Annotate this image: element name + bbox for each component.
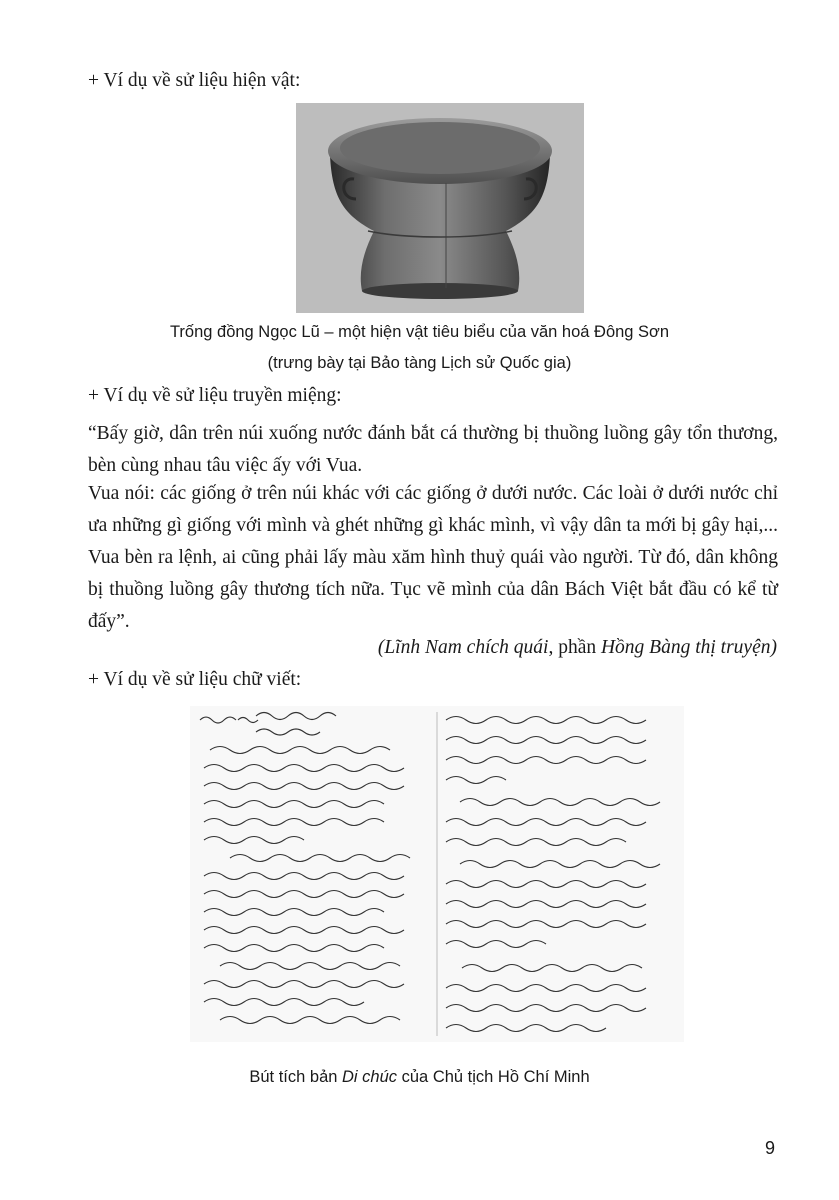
oral-example-heading: + Ví dụ về sử liệu truyền miệng: xyxy=(88,385,342,406)
manuscript-caption-italic: Di chúc xyxy=(342,1068,398,1086)
drum-caption-line1: Trống đồng Ngọc Lũ – một hiện vật tiêu biểu của văn hoá Đông Sơn xyxy=(169,323,670,341)
legend-quote-paragraph2: Vua nói: các giống ở trên núi khác với các giống ở dưới nước. Các loài ở dưới nước chỉ ưa những gì giống với mình và ghét những gì khác mình, vì vậy dân ta mới bị gây hại,... Vua bèn ra lệnh, ai cũng phải lấy màu xăm hình thuỷ quái vào người. Từ đó, dân không bị thuồng luồng gây thương tích nữa. Tục vẽ mình của dân Bách Việt bắt đầu có kể từ đấy”. xyxy=(88,483,778,632)
drum-caption-line2: (trưng bày tại Bảo tàng Lịch sử Quốc gia) xyxy=(267,354,572,372)
source-close: ) xyxy=(770,637,777,658)
written-example-heading: + Ví dụ về sử liệu chữ viết: xyxy=(88,669,302,690)
bronze-drum-image xyxy=(296,103,584,313)
manuscript-image xyxy=(190,706,684,1042)
source-part: Hồng Bàng thị truyện xyxy=(600,637,771,658)
manuscript-caption xyxy=(0,1062,839,1092)
page-number: 9 xyxy=(765,1138,776,1158)
source-open: ( xyxy=(377,637,385,658)
source-title: Lĩnh Nam chích quái xyxy=(384,637,549,658)
quote-source xyxy=(378,633,777,663)
legend-quote-paragraph1: “Bấy giờ, dân trên núi xuống nước đánh bắt cá thường bị thuồng luồng gây tổn thương, bèn cùng nhau tâu việc ấy với Vua. xyxy=(88,423,778,476)
source-mid: , phần xyxy=(548,637,601,658)
artifact-example-heading: + Ví dụ về sử liệu hiện vật: xyxy=(88,70,301,91)
manuscript-caption-before: Bút tích bản xyxy=(249,1068,343,1086)
manuscript-caption-after: của Chủ tịch Hồ Chí Minh xyxy=(397,1068,590,1086)
